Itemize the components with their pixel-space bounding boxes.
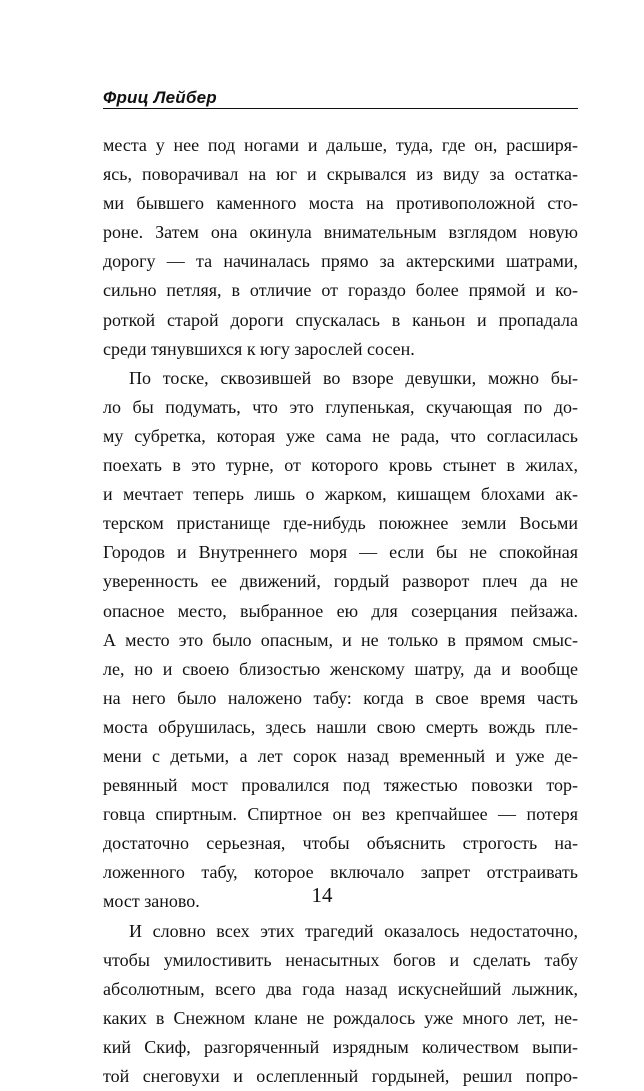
text-line: Городов и Внутреннего моря — если бы не спокойная [103, 542, 578, 563]
text-line: По тоске, сквозившей во взоре девушки, можно бы- [129, 367, 578, 388]
text-line: опасное место, выбранное ею для созерцания пейзажа. [103, 600, 578, 621]
text-line: абсолютным, всего два года назад искуснейший лыжник, [103, 978, 578, 999]
text-line: му субретка, которая уже сама не рада, что согласилась [103, 425, 578, 446]
text-line: ревянный мост провалился под тяжестью повозки тор- [103, 775, 578, 796]
text-line: кий Скиф, разгоряченный изрядным количеством выпи- [103, 1036, 578, 1057]
page-number: 14 [311, 883, 333, 907]
text-block [103, 131, 578, 1091]
text-line: чтобы умилостивить ненасытных богов и сделать табу [103, 949, 578, 970]
text-line: мени с детьми, а лет сорок назад временный и уже де- [103, 745, 578, 766]
text-line: сильно петляя, в отличие от гораздо более прямой и ко- [103, 280, 578, 301]
text-line: роткой старой дороги спускалась в каньон и пропадала [103, 309, 578, 330]
text-line: моста обрушилась, здесь нашли свою смерть вождь пле- [103, 716, 578, 737]
running-head: Фриц Лейбер [103, 88, 217, 107]
text-line: среди тянувшихся к югу зарослей сосен. [103, 338, 415, 359]
text-line: говца спиртным. Спиртное он вез крепчайшее — потеря [103, 804, 578, 825]
text-line: поехать в это турне, от которого кровь стынет в жилах, [103, 455, 578, 476]
text-line: А место это было опасным, и не только в прямом смыс- [103, 629, 578, 650]
text-line: той снеговухи и ослепленный гордыней, решил попро- [103, 1066, 578, 1086]
text-line: ложенного табу, которое включало запрет отстраивать [103, 862, 578, 883]
text-line: ло бы подумать, что это глупенькая, скучающая по до- [103, 396, 578, 417]
text-line: ле, но и своею близостью женскому шатру, да и вообще [103, 658, 578, 679]
text-line: места у нее под ногами и дальше, туда, где он, расширя- [103, 135, 578, 155]
text-line: на него было наложено табу: когда в свое время часть [103, 687, 578, 708]
text-line: ми бывшего каменного моста на противоположной сто- [103, 193, 578, 214]
text-line: ясь, поворачивал на юг и скрывался из виду за остатка- [103, 164, 578, 185]
text-line: и мечтает теперь лишь о жарком, кишащем блохами ак- [103, 484, 578, 505]
text-line: достаточно серьезная, чтобы объяснить строгость на- [103, 833, 578, 854]
text-line: терском пристанище где-нибудь поюжнее земли Восьми [103, 513, 578, 534]
text-line: роне. Затем она окинула внимательным взглядом новую [103, 222, 578, 243]
header-rule [103, 108, 578, 109]
text-line: И словно всех этих трагедий оказалось недостаточно, [129, 920, 578, 941]
text-line: дорогу — та начиналась прямо за актерскими шатрами, [103, 251, 578, 272]
text-line: уверенность ее движений, гордый разворот плеч да не [103, 571, 578, 592]
text-line: каких в Снежном клане не рождалось уже много лет, не- [103, 1007, 578, 1028]
text-line: мост заново. [103, 891, 200, 912]
